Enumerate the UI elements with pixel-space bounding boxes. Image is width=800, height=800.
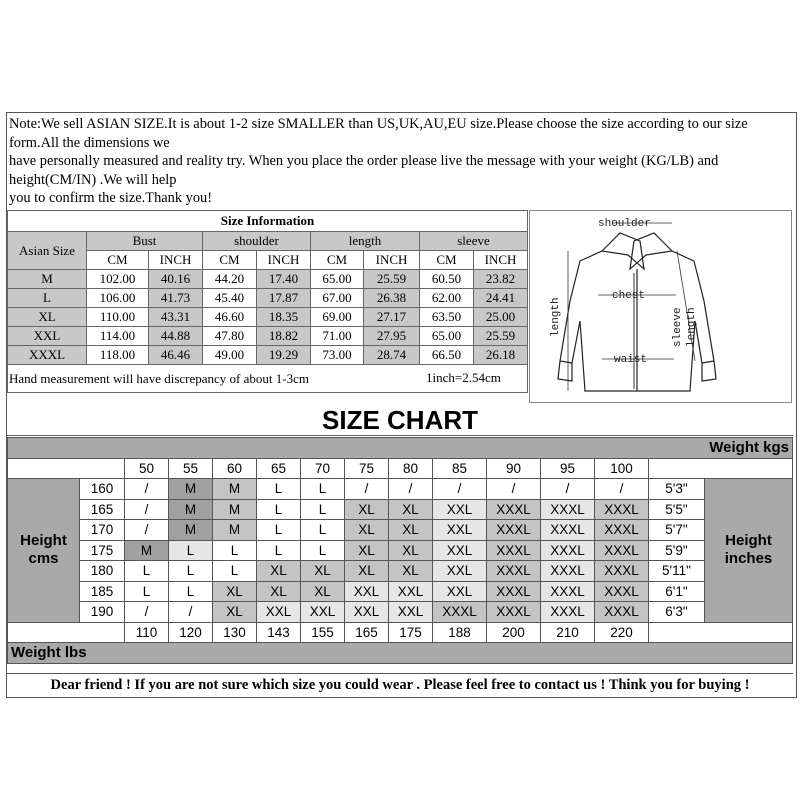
size-information-table bbox=[7, 210, 528, 393]
height-cm-cell: 160 bbox=[80, 479, 125, 500]
measurement-cell: 67.00 bbox=[311, 289, 364, 308]
unit-header: CM bbox=[87, 251, 149, 270]
height-inches-line2: inches bbox=[724, 550, 773, 568]
measurement-cell: 27.95 bbox=[364, 327, 420, 346]
size-cell: XL bbox=[213, 602, 257, 623]
lb-footer-cell: 188 bbox=[433, 622, 487, 643]
size-cell: / bbox=[345, 479, 389, 500]
size-cell: XL bbox=[389, 520, 433, 541]
size-cell: / bbox=[487, 479, 541, 500]
measurement-cell: 65.00 bbox=[311, 270, 364, 289]
height-inch-cell: 5'3" bbox=[649, 479, 705, 500]
size-cell: XXXL bbox=[433, 602, 487, 623]
measurement-cell: 18.82 bbox=[257, 327, 311, 346]
size-info-row bbox=[8, 327, 528, 346]
kg-header-cell: 100 bbox=[595, 458, 649, 479]
size-cell: XXL bbox=[389, 602, 433, 623]
lb-footer-cell: 155 bbox=[301, 622, 345, 643]
size-cell: XXL bbox=[257, 602, 301, 623]
size-info-row bbox=[8, 270, 528, 289]
measurement-cell: 45.40 bbox=[203, 289, 257, 308]
height-inch-cell: 5'5" bbox=[649, 499, 705, 520]
size-cell: / bbox=[125, 499, 169, 520]
measurement-cell: 27.17 bbox=[364, 308, 420, 327]
measurement-cell: 44.88 bbox=[149, 327, 203, 346]
height-cm-cell: 185 bbox=[80, 581, 125, 602]
size-cell: L bbox=[301, 540, 345, 561]
asian-size-cell: XL bbox=[8, 308, 87, 327]
unit-header: CM bbox=[203, 251, 257, 270]
size-cell: XXXL bbox=[487, 561, 541, 582]
size-cell: XXL bbox=[433, 581, 487, 602]
weight-kgs-header: Weight kgs bbox=[8, 438, 793, 459]
size-cell: / bbox=[169, 602, 213, 623]
measurement-cell: 25.00 bbox=[474, 308, 528, 327]
measurement-cell: 43.31 bbox=[149, 308, 203, 327]
lb-footer-cell: 130 bbox=[213, 622, 257, 643]
unit-header: INCH bbox=[257, 251, 311, 270]
lb-footer-cell: 143 bbox=[257, 622, 301, 643]
kg-header-cell: 80 bbox=[389, 458, 433, 479]
measurement-cell: 71.00 bbox=[311, 327, 364, 346]
size-cell: XXXL bbox=[487, 540, 541, 561]
size-cell: XL bbox=[301, 581, 345, 602]
height-cms-label bbox=[8, 479, 80, 623]
note-line: height(CM/IN) .We will help bbox=[9, 171, 177, 188]
kg-header-cell: 95 bbox=[541, 458, 595, 479]
size-info-row bbox=[8, 308, 528, 327]
size-cell: XXXL bbox=[595, 602, 649, 623]
size-cell: XXXL bbox=[541, 499, 595, 520]
sleeve-label: sleeve bbox=[672, 307, 684, 347]
asian-size-cell: L bbox=[8, 289, 87, 308]
size-cell: / bbox=[433, 479, 487, 500]
size-cell: XL bbox=[389, 540, 433, 561]
size-chart-row bbox=[8, 499, 793, 520]
measurement-cell: 24.41 bbox=[474, 289, 528, 308]
measurement-cell: 41.73 bbox=[149, 289, 203, 308]
lbs-corner-right bbox=[649, 622, 793, 643]
size-cell: L bbox=[213, 540, 257, 561]
weight-lbs-header: Weight lbs bbox=[8, 643, 793, 664]
unit-header: INCH bbox=[474, 251, 528, 270]
size-cell: XXXL bbox=[595, 581, 649, 602]
height-inches-line1: Height bbox=[725, 532, 772, 550]
note-line: you to confirm the size.Thank you! bbox=[9, 190, 213, 206]
size-note bbox=[7, 113, 791, 208]
size-cell: XL bbox=[389, 561, 433, 582]
asian-size-cell: XXL bbox=[8, 327, 87, 346]
asian-size-cell: M bbox=[8, 270, 87, 289]
lb-footer-cell: 220 bbox=[595, 622, 649, 643]
measurement-cell: 47.80 bbox=[203, 327, 257, 346]
waist-label: waist bbox=[614, 354, 648, 366]
size-cell: XXXL bbox=[541, 602, 595, 623]
chest-label: chest bbox=[612, 290, 646, 302]
size-cell: XXXL bbox=[541, 520, 595, 541]
size-cell: XXXL bbox=[595, 540, 649, 561]
measurement-cell: 46.60 bbox=[203, 308, 257, 327]
size-cell: XXXL bbox=[487, 602, 541, 623]
size-info-title: Size Information bbox=[8, 211, 528, 232]
size-cell: L bbox=[169, 540, 213, 561]
height-inch-cell: 5'11" bbox=[649, 561, 705, 582]
size-cell: XL bbox=[345, 499, 389, 520]
size-cell: M bbox=[213, 499, 257, 520]
kgs-corner bbox=[8, 458, 125, 479]
size-cell: M bbox=[169, 499, 213, 520]
height-inch-cell: 6'3" bbox=[649, 602, 705, 623]
size-chart-row bbox=[8, 561, 793, 582]
size-cell: L bbox=[301, 479, 345, 500]
measurement-cell: 65.00 bbox=[420, 327, 474, 346]
size-cell: L bbox=[125, 561, 169, 582]
measurement-cell: 60.50 bbox=[420, 270, 474, 289]
measurement-cell: 66.50 bbox=[420, 346, 474, 365]
height-inches-label bbox=[705, 479, 793, 623]
measurement-cell: 118.00 bbox=[87, 346, 149, 365]
measurement-cell: 28.74 bbox=[364, 346, 420, 365]
size-cell: XXXL bbox=[487, 581, 541, 602]
measurement-cell: 40.16 bbox=[149, 270, 203, 289]
size-chart-row bbox=[8, 602, 793, 623]
size-cell: XXXL bbox=[595, 561, 649, 582]
size-cell: XXXL bbox=[487, 499, 541, 520]
unit-header: INCH bbox=[364, 251, 420, 270]
collar-left bbox=[602, 233, 644, 269]
contact-footer: Dear friend ! If you are not sure which size you could wear . Please feel free to contact us ! Think you for buying ! bbox=[7, 673, 793, 696]
asian-size-header: Asian Size bbox=[8, 232, 87, 270]
size-cell: XXL bbox=[433, 540, 487, 561]
size-cell: XXL bbox=[301, 602, 345, 623]
size-cell: M bbox=[169, 479, 213, 500]
measurement-cell: 17.40 bbox=[257, 270, 311, 289]
kg-header-cell: 90 bbox=[487, 458, 541, 479]
height-cm-cell: 190 bbox=[80, 602, 125, 623]
size-cell: XXXL bbox=[595, 520, 649, 541]
size-cell: XL bbox=[301, 561, 345, 582]
size-cell: L bbox=[125, 581, 169, 602]
lb-footer-cell: 165 bbox=[345, 622, 389, 643]
size-cell: XL bbox=[345, 561, 389, 582]
sleeve-header: sleeve bbox=[420, 232, 528, 251]
kg-header-cell: 55 bbox=[169, 458, 213, 479]
measurement-cell: 26.18 bbox=[474, 346, 528, 365]
measurement-cell: 17.87 bbox=[257, 289, 311, 308]
size-cell: XXXL bbox=[541, 540, 595, 561]
measurement-cell: 102.00 bbox=[87, 270, 149, 289]
size-cell: XL bbox=[257, 581, 301, 602]
size-cell: XXXL bbox=[541, 561, 595, 582]
size-cell: XL bbox=[345, 540, 389, 561]
measurement-cell: 25.59 bbox=[364, 270, 420, 289]
size-cell: XXL bbox=[433, 520, 487, 541]
measurement-cell: 62.00 bbox=[420, 289, 474, 308]
bust-header: Bust bbox=[87, 232, 203, 251]
kg-header-cell: 65 bbox=[257, 458, 301, 479]
unit-header: INCH bbox=[149, 251, 203, 270]
size-cell: L bbox=[301, 520, 345, 541]
size-cell: / bbox=[125, 479, 169, 500]
size-cell: L bbox=[169, 561, 213, 582]
measurement-cell: 19.29 bbox=[257, 346, 311, 365]
note-line: have personally measured and reality try. When you place the order please live the message with your weight (KG/LB) and bbox=[9, 153, 719, 169]
size-cell: / bbox=[541, 479, 595, 500]
length-header: length bbox=[311, 232, 420, 251]
lb-footer-cell: 110 bbox=[125, 622, 169, 643]
kg-header-cell: 85 bbox=[433, 458, 487, 479]
size-cell: XL bbox=[257, 561, 301, 582]
size-cell: L bbox=[257, 520, 301, 541]
conversion-text: 1inch=2.54cm bbox=[426, 370, 501, 385]
size-cell: / bbox=[125, 602, 169, 623]
shoulder-header: shoulder bbox=[203, 232, 311, 251]
size-cell: M bbox=[213, 520, 257, 541]
size-cell: XXL bbox=[389, 581, 433, 602]
size-info-row bbox=[8, 289, 528, 308]
kg-header-cell: 70 bbox=[301, 458, 345, 479]
size-cell: M bbox=[169, 520, 213, 541]
measurement-cell: 26.38 bbox=[364, 289, 420, 308]
lb-footer-cell: 210 bbox=[541, 622, 595, 643]
unit-header: CM bbox=[420, 251, 474, 270]
height-inch-cell: 5'9" bbox=[649, 540, 705, 561]
measurement-cell: 69.00 bbox=[311, 308, 364, 327]
size-cell: XL bbox=[213, 581, 257, 602]
size-cell: XXXL bbox=[541, 581, 595, 602]
sleeve-length-label: length bbox=[686, 307, 698, 347]
measurement-cell: 63.50 bbox=[420, 308, 474, 327]
size-cell: XL bbox=[345, 520, 389, 541]
size-cell: M bbox=[213, 479, 257, 500]
lb-footer-cell: 200 bbox=[487, 622, 541, 643]
asian-size-cell: XXXL bbox=[8, 346, 87, 365]
size-cell: L bbox=[301, 499, 345, 520]
height-cms-line1: Height bbox=[20, 532, 67, 550]
height-cm-cell: 175 bbox=[80, 540, 125, 561]
measurement-cell: 46.46 bbox=[149, 346, 203, 365]
shirt-illustration bbox=[530, 211, 791, 402]
height-cms-line2: cms bbox=[28, 550, 59, 568]
measurement-cell: 49.00 bbox=[203, 346, 257, 365]
size-cell: XXL bbox=[345, 602, 389, 623]
size-chart-row bbox=[8, 540, 793, 561]
collar-right bbox=[630, 233, 672, 269]
measurement-cell: 73.00 bbox=[311, 346, 364, 365]
height-cm-cell: 165 bbox=[80, 499, 125, 520]
size-cell: XL bbox=[389, 499, 433, 520]
measurement-cell: 110.00 bbox=[87, 308, 149, 327]
shoulder-label: shoulder bbox=[598, 218, 651, 230]
size-cell: L bbox=[257, 499, 301, 520]
shirt-measurement-diagram bbox=[529, 210, 792, 403]
lb-footer-cell: 120 bbox=[169, 622, 213, 643]
size-cell: L bbox=[257, 479, 301, 500]
measurement-cell: 106.00 bbox=[87, 289, 149, 308]
kg-header-cell: 50 bbox=[125, 458, 169, 479]
size-cell: / bbox=[595, 479, 649, 500]
size-cell: XXXL bbox=[595, 499, 649, 520]
size-cell: / bbox=[125, 520, 169, 541]
size-chart-title: SIZE CHART bbox=[7, 404, 793, 436]
size-chart-row bbox=[8, 581, 793, 602]
kg-header-cell: 60 bbox=[213, 458, 257, 479]
size-info-row bbox=[8, 346, 528, 365]
height-inch-cell: 5'7" bbox=[649, 520, 705, 541]
size-cell: XXL bbox=[433, 561, 487, 582]
measurement-cell: 23.82 bbox=[474, 270, 528, 289]
note-line: form.All the dimensions we bbox=[9, 134, 170, 151]
note-line: Note:We sell ASIAN SIZE.It is about 1-2 size SMALLER than US,UK,AU,EU size.Please choose the size according to our size bbox=[9, 116, 748, 132]
size-chart-row bbox=[8, 479, 793, 500]
size-cell: XXL bbox=[345, 581, 389, 602]
size-cell: M bbox=[125, 540, 169, 561]
size-cell: L bbox=[257, 540, 301, 561]
height-cm-cell: 180 bbox=[80, 561, 125, 582]
unit-header: CM bbox=[311, 251, 364, 270]
measurement-cell: 25.59 bbox=[474, 327, 528, 346]
measurement-cell: 114.00 bbox=[87, 327, 149, 346]
measurement-footnote bbox=[8, 365, 528, 393]
kgs-corner-right bbox=[649, 458, 793, 479]
lb-footer-cell: 175 bbox=[389, 622, 433, 643]
size-chart-row bbox=[8, 520, 793, 541]
size-chart-table bbox=[7, 437, 793, 664]
height-cm-cell: 170 bbox=[80, 520, 125, 541]
footnote-text: Hand measurement will have discrepancy of about 1-3cm bbox=[9, 370, 309, 386]
kg-header-cell: 75 bbox=[345, 458, 389, 479]
size-cell: XXXL bbox=[487, 520, 541, 541]
measurement-cell: 18.35 bbox=[257, 308, 311, 327]
size-cell: / bbox=[389, 479, 433, 500]
size-cell: XXL bbox=[433, 499, 487, 520]
lbs-corner bbox=[8, 622, 125, 643]
measurement-cell: 44.20 bbox=[203, 270, 257, 289]
length-label: length bbox=[550, 297, 562, 337]
size-cell: L bbox=[169, 581, 213, 602]
size-cell: L bbox=[213, 561, 257, 582]
height-inch-cell: 6'1" bbox=[649, 581, 705, 602]
